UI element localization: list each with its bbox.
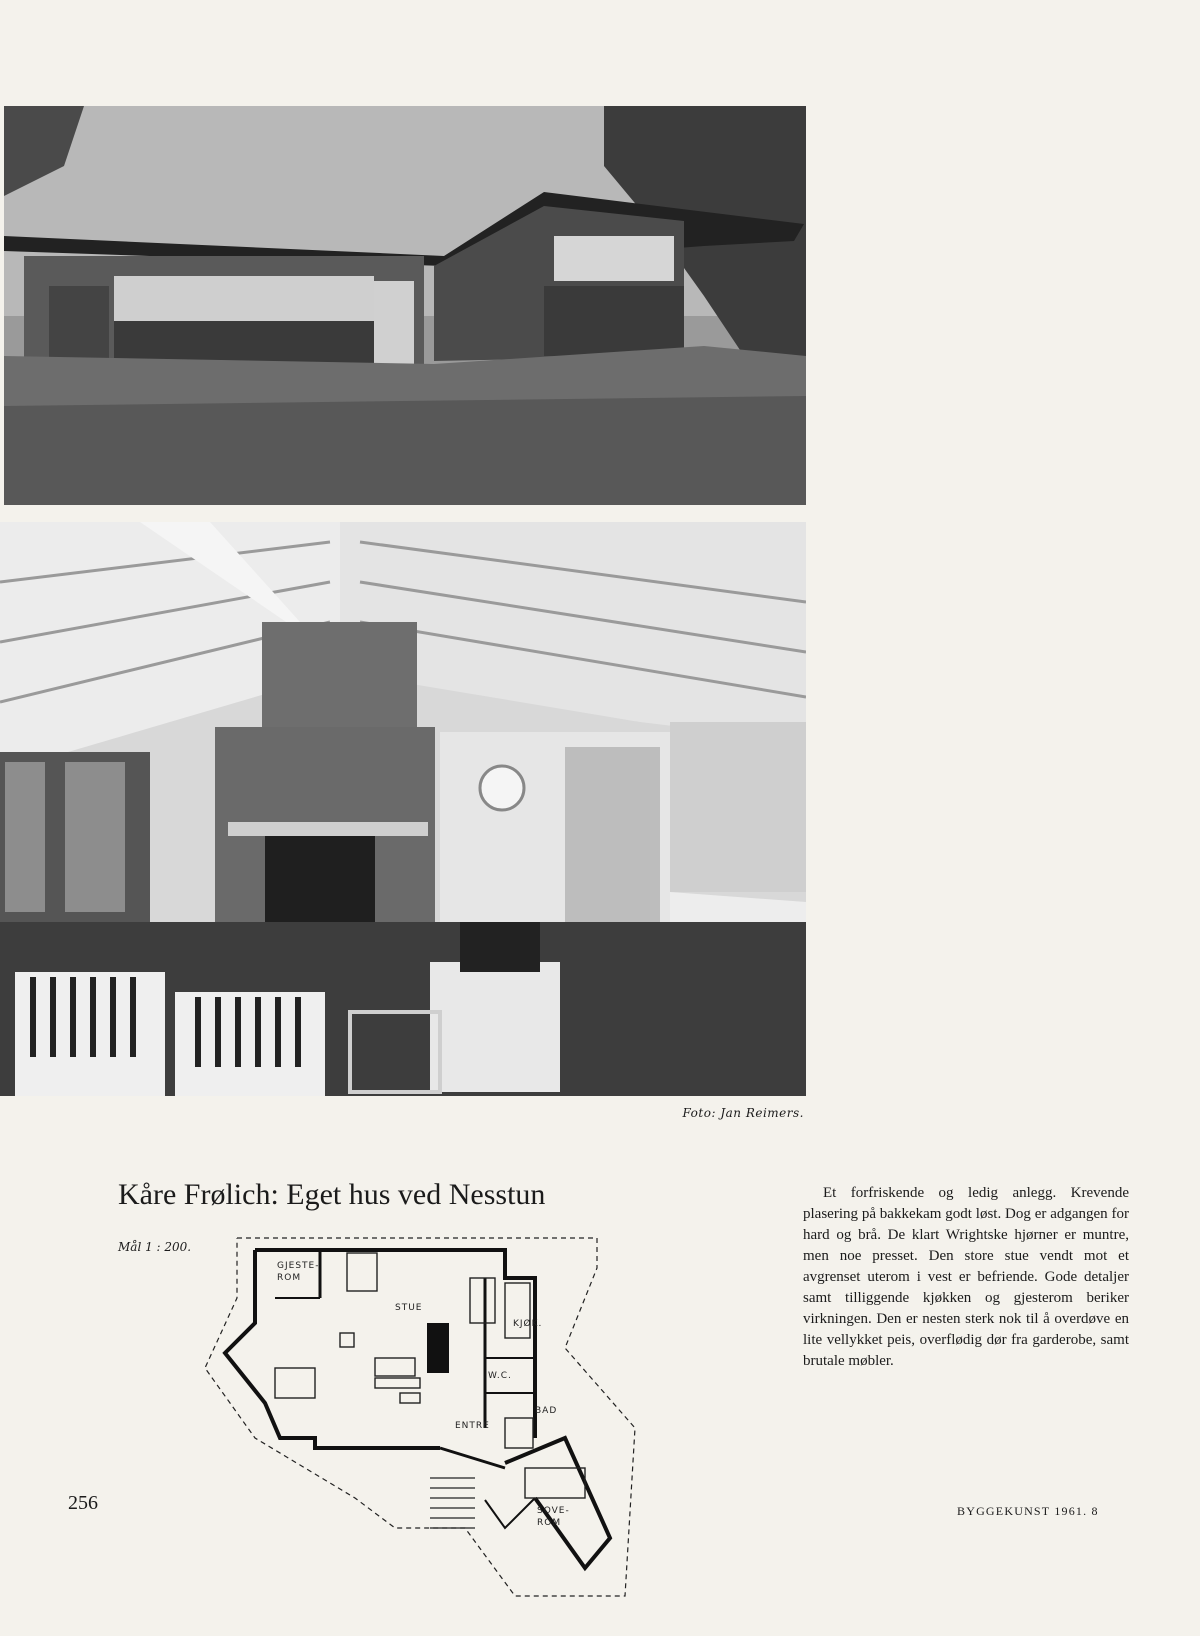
plan-label-gjesterom-2: ROM [277, 1273, 302, 1283]
plan-label-wc: W.C. [488, 1371, 512, 1381]
plan-label-gjesterom-1: GJESTE- [277, 1261, 320, 1271]
page-number: 256 [68, 1492, 98, 1514]
journal-footer: BYGGEKUNST 1961. 8 [957, 1504, 1099, 1518]
plan-label-soverom-1: SOVE- [537, 1506, 570, 1516]
photo-caption: Foto: Jan Reimers. [682, 1106, 804, 1120]
article-body: Et forfriskende og ledig anlegg. Krevende plasering på bakkekam godt løst. Dog er adgangen for hard og brå. De klart Wrightske hjørner er muntre, men noe presset. Den store stue vendt mot et avgrenset uterom i vest er befriende. Gode detaljer samt tilliggende kjøkken og gjesterom beriker virkningen. Den er nesten sterk nok til å overdøve en lite vellykket peis, overflødig dør fra garderobe, samt brutale møbler. [803, 1185, 1129, 1369]
article-title: Kåre Frølich: Eget hus ved Nesstun [118, 1178, 546, 1211]
plan-label-entre: ENTRE [455, 1421, 490, 1431]
plan-label-stue: STUE [395, 1303, 423, 1313]
plan-label-bad: BAD [535, 1406, 558, 1416]
plan-scale: Mål 1 : 200. [118, 1240, 192, 1254]
interior-living-room-photo [0, 522, 806, 1096]
floor-plan [205, 1228, 637, 1598]
plan-label-kjokken: KJØK. [513, 1319, 543, 1329]
exterior-house-photo [4, 106, 806, 505]
plan-label-soverom-2: ROM [537, 1518, 562, 1528]
